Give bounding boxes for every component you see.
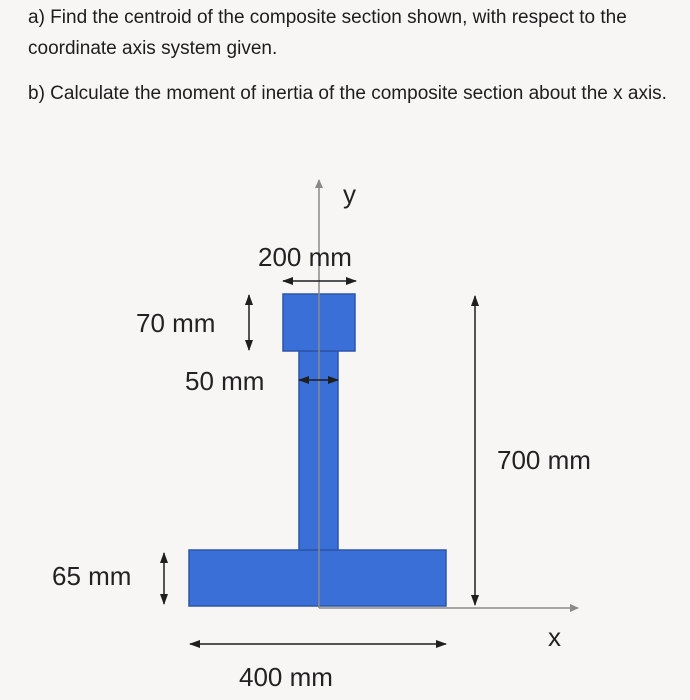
web-thickness-label: 50 mm	[185, 366, 265, 396]
top-flange-width-label: 200 mm	[258, 242, 352, 272]
question-a: a) Find the centroid of the composite section shown, with respect to the coordinate axis system given.	[28, 7, 627, 59]
bottom-flange-thickness-label: 65 mm	[52, 561, 132, 591]
total-height-label: 700 mm	[497, 445, 591, 475]
question-b: b) Calculate the moment of inertia of the composite section about the x axis.	[28, 83, 667, 104]
x-axis-label: x	[548, 622, 561, 652]
top-flange-thickness-label: 70 mm	[136, 308, 216, 338]
y-axis-label: y	[343, 179, 356, 209]
bottom-flange	[189, 550, 446, 606]
bottom-flange-width-label: 400 mm	[239, 662, 333, 692]
